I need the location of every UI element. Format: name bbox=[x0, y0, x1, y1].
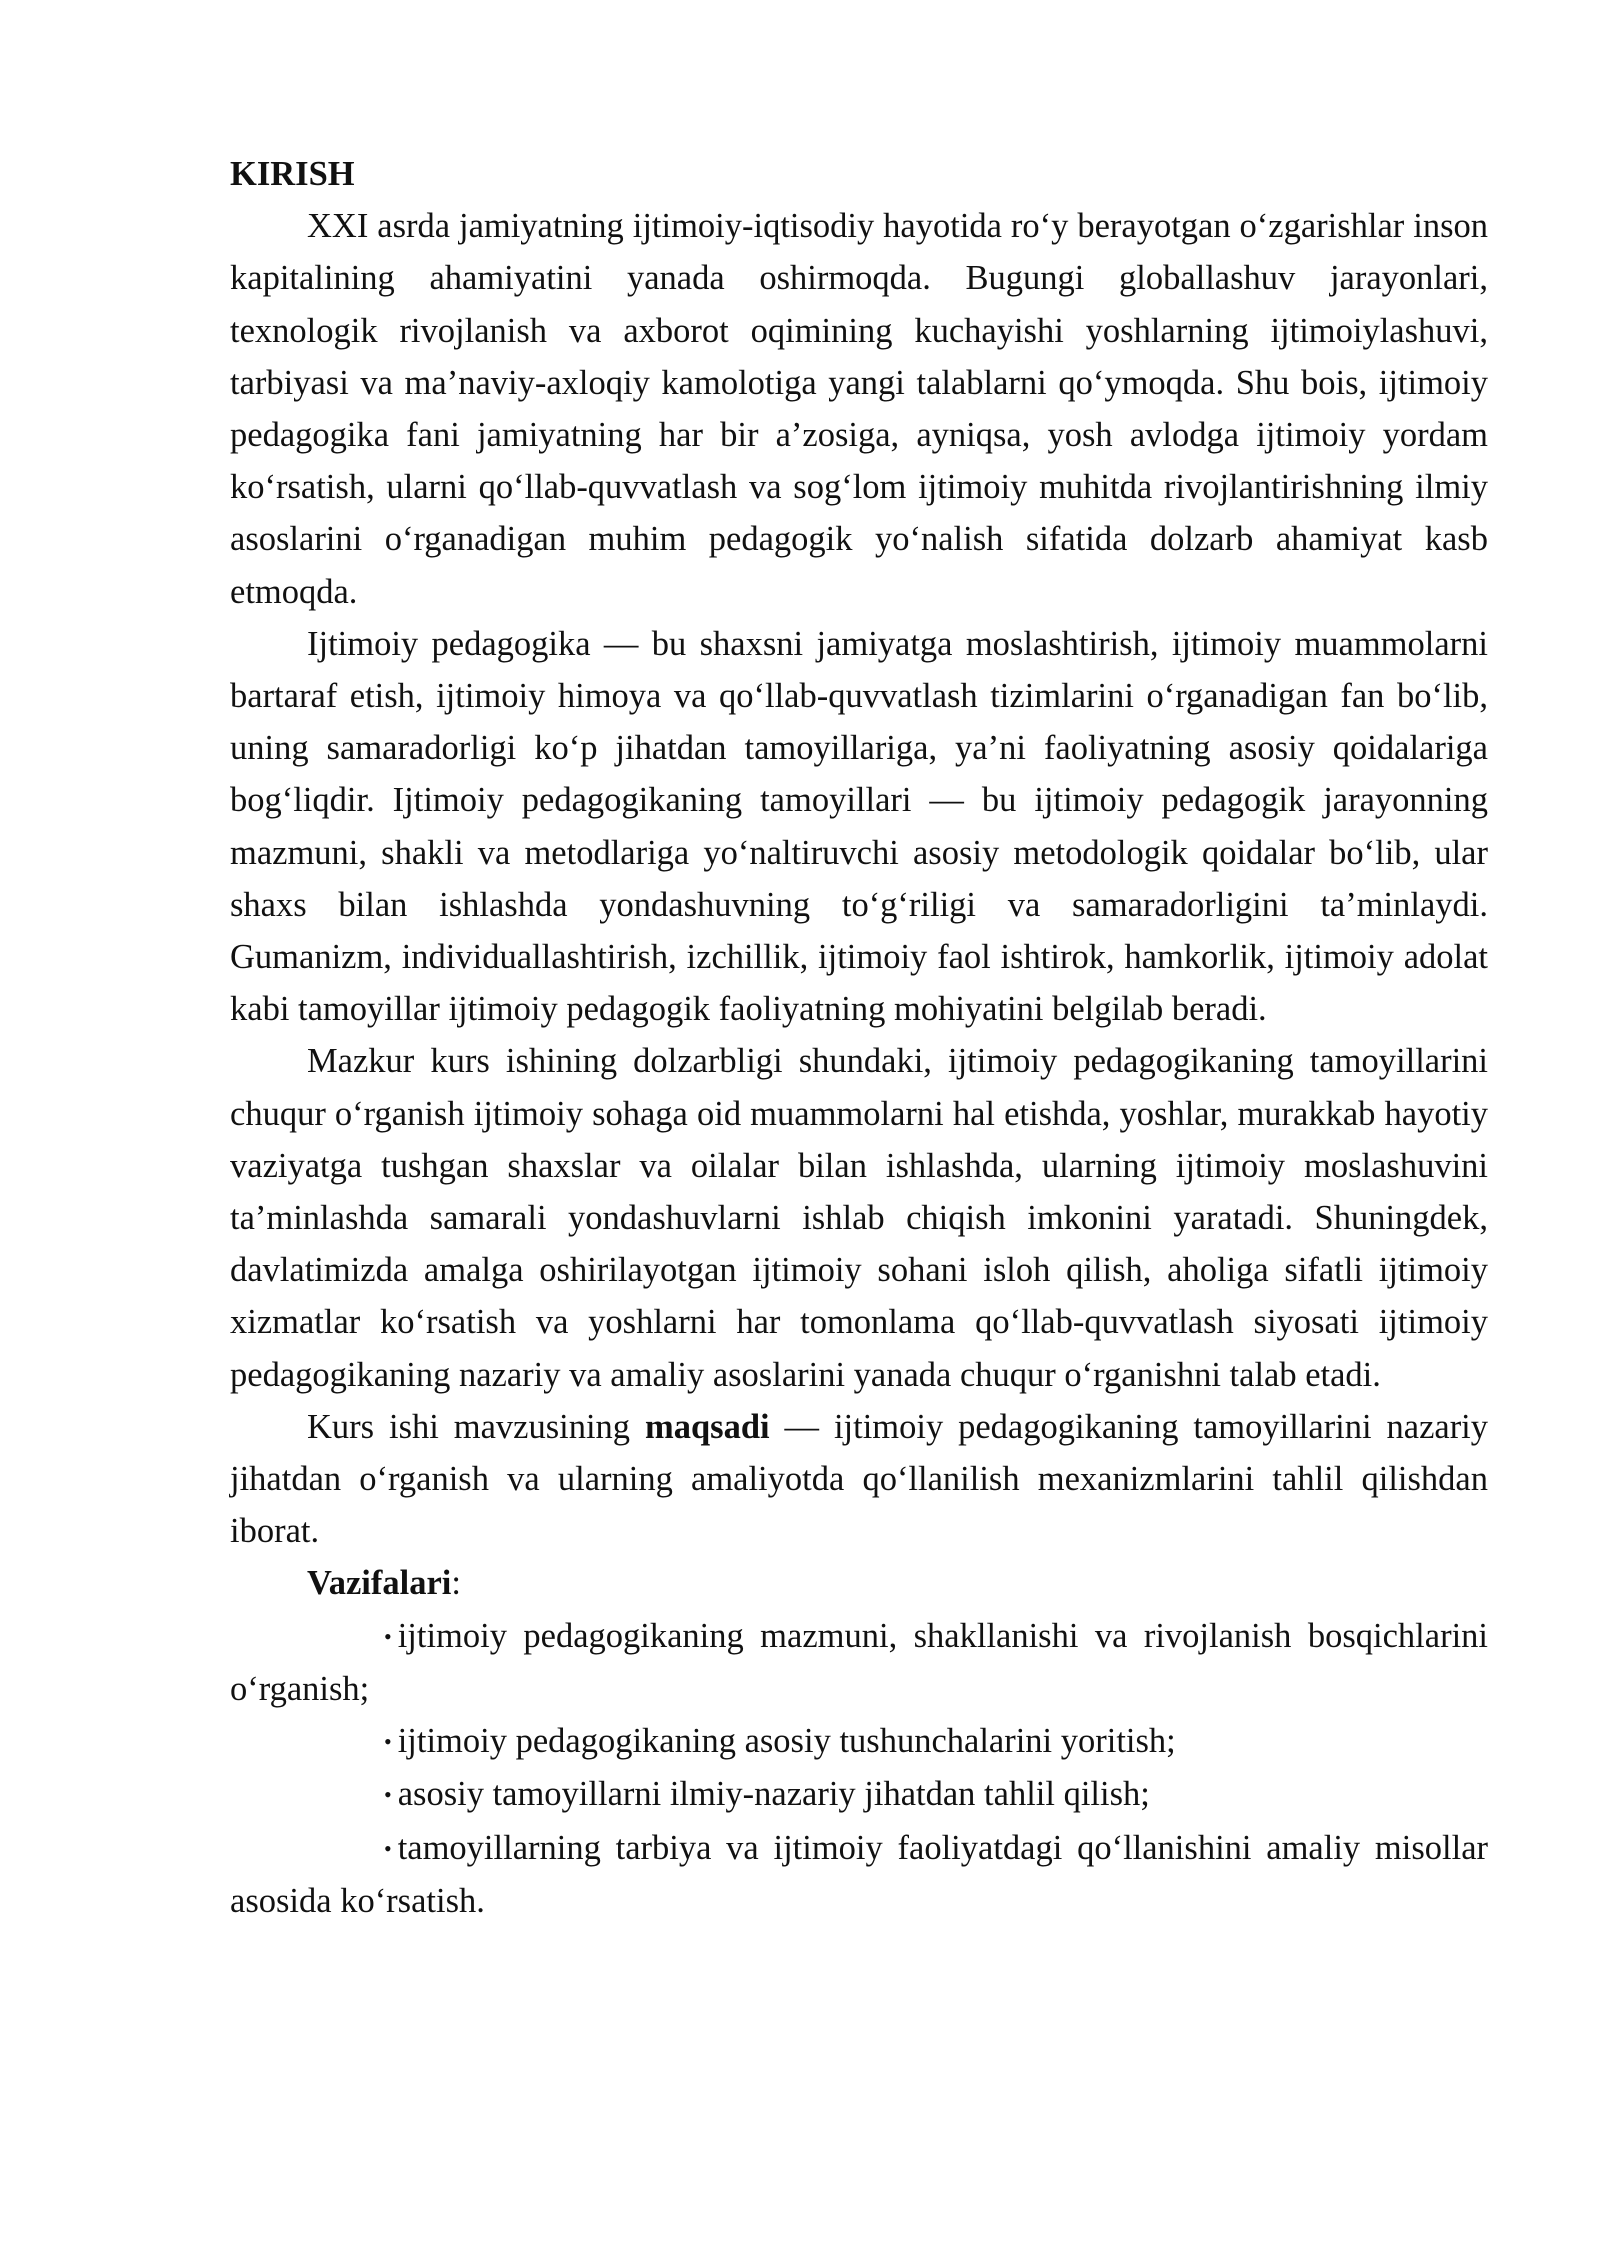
purpose-keyword: maqsadi bbox=[644, 1407, 770, 1446]
purpose-paragraph bbox=[230, 1401, 1488, 1558]
task-item-4 bbox=[230, 1822, 1488, 1927]
tasks-heading bbox=[230, 1557, 1488, 1609]
task-item-text: ijtimoiy pedagogikaning asosiy tushunchalarini yoritish; bbox=[397, 1722, 1176, 1761]
intro-paragraph-1: XXI asrda jamiyatning ijtimoiy-iqtisodiy hayotida ro‘y berayotgan o‘zgarishlar inson kapitalining ahamiyatini yanada oshirmoqda. Bugungi globallashuv jarayonlari, texnologik rivojlanish va axborot oqimining kuchayishi yoshlarning ijtimoiylashuvi, tarbiyasi va ma’naviy-axloqiy kamolotiga yangi talablarni qo‘ymoqda. Shu bois, ijtimoiy pedagogika fani jamiyatning har bir a’zosiga, ayniqsa, yosh avlodga ijtimoiy yordam ko‘rsatish, ularni qo‘llab-quvvatlash va sog‘lom ijtimoiy muhitda rivojlantirishning ilmiy asoslarini o‘rganadigan muhim pedagogik yo‘nalish sifatida dolzarb ahamiyat kasb etmoqda. bbox=[230, 207, 1488, 611]
document-body bbox=[230, 148, 1488, 1927]
bullet-icon: • bbox=[384, 1782, 392, 1808]
bullet-icon: • bbox=[384, 1729, 392, 1755]
task-item-2 bbox=[230, 1715, 1488, 1768]
section-heading: KIRISH bbox=[230, 155, 355, 193]
purpose-lead: Kurs ishi mavzusining bbox=[307, 1407, 631, 1446]
task-item-1 bbox=[230, 1610, 1488, 1715]
task-item-3 bbox=[230, 1768, 1488, 1821]
task-item-text: asosiy tamoyillarni ilmiy-nazariy jihatdan tahlil qilish; bbox=[397, 1775, 1150, 1814]
task-item-text: tamoyillarning tarbiya va ijtimoiy faoliyatdagi qo‘llanishini amaliy misollar asosida ko‘rsatish. bbox=[230, 1828, 1488, 1920]
bullet-icon: • bbox=[384, 1835, 392, 1861]
task-item-text: ijtimoiy pedagogikaning mazmuni, shakllanishi va rivojlanish bosqichlarini o‘rganish; bbox=[230, 1616, 1488, 1708]
tasks-label: Vazifalari bbox=[307, 1564, 452, 1603]
intro-paragraph-3: Mazkur kurs ishining dolzarbligi shundaki, ijtimoiy pedagogikaning tamoyillarini chuqur o‘rganish ijtimoiy sohaga oid muammolarni hal etishda, yoshlar, murakkab hayotiy vaziyatga tushgan shaxslar va oilalar bilan ishlashda, ularning ijtimoiy moslashuvini ta’minlashda samarali yondashuvlarni ishlab chiqish imkonini yaratadi. Shuningdek, davlatimizda amalga oshirilayotgan ijtimoiy sohani isloh qilish, aholiga sifatli ijtimoiy xizmatlar ko‘rsatish va yoshlarni har tomonlama qo‘llab-quvvatlash siyosati ijtimoiy pedagogikaning nazariy va amaliy asoslarini yanada chuqur o‘rganishni talab etadi. bbox=[230, 1042, 1488, 1394]
bullet-icon: • bbox=[384, 1623, 392, 1649]
intro-paragraph-2: Ijtimoiy pedagogika — bu shaxsni jamiyatga moslashtirish, ijtimoiy muammolarni bartaraf etish, ijtimoiy himoya va qo‘llab-quvvatlash tizimlarini o‘rganadigan fan bo‘lib, uning samaradorligi ko‘p jihatdan tamoyillariga, ya’ni faoliyatning asosiy qoidalariga bog‘liqdir. Ijtimoiy pedagogikaning tamoyillari — bu ijtimoiy pedagogik jarayonning mazmuni, shakli va metodlariga yo‘naltiruvchi asosiy metodologik qoidalar bo‘lib, ular shaxs bilan ishlashda yondashuvning to‘g‘riligi va samaradorligini ta’minlaydi. Gumanizm, individuallashtirish, izchillik, ijtimoiy faol ishtirok, hamkorlik, ijtimoiy adolat kabi tamoyillar ijtimoiy pedagogik faoliyatning mohiyatini belgilab beradi. bbox=[230, 624, 1488, 1029]
purpose-text: — ijtimoiy pedagogikaning tamoyillarini nazariy jihatdan o‘rganish va ularning amaliyotda qo‘llanilish mexanizmlarini tahlil qilishdan iborat. bbox=[230, 1407, 1489, 1551]
tasks-colon: : bbox=[451, 1564, 461, 1603]
